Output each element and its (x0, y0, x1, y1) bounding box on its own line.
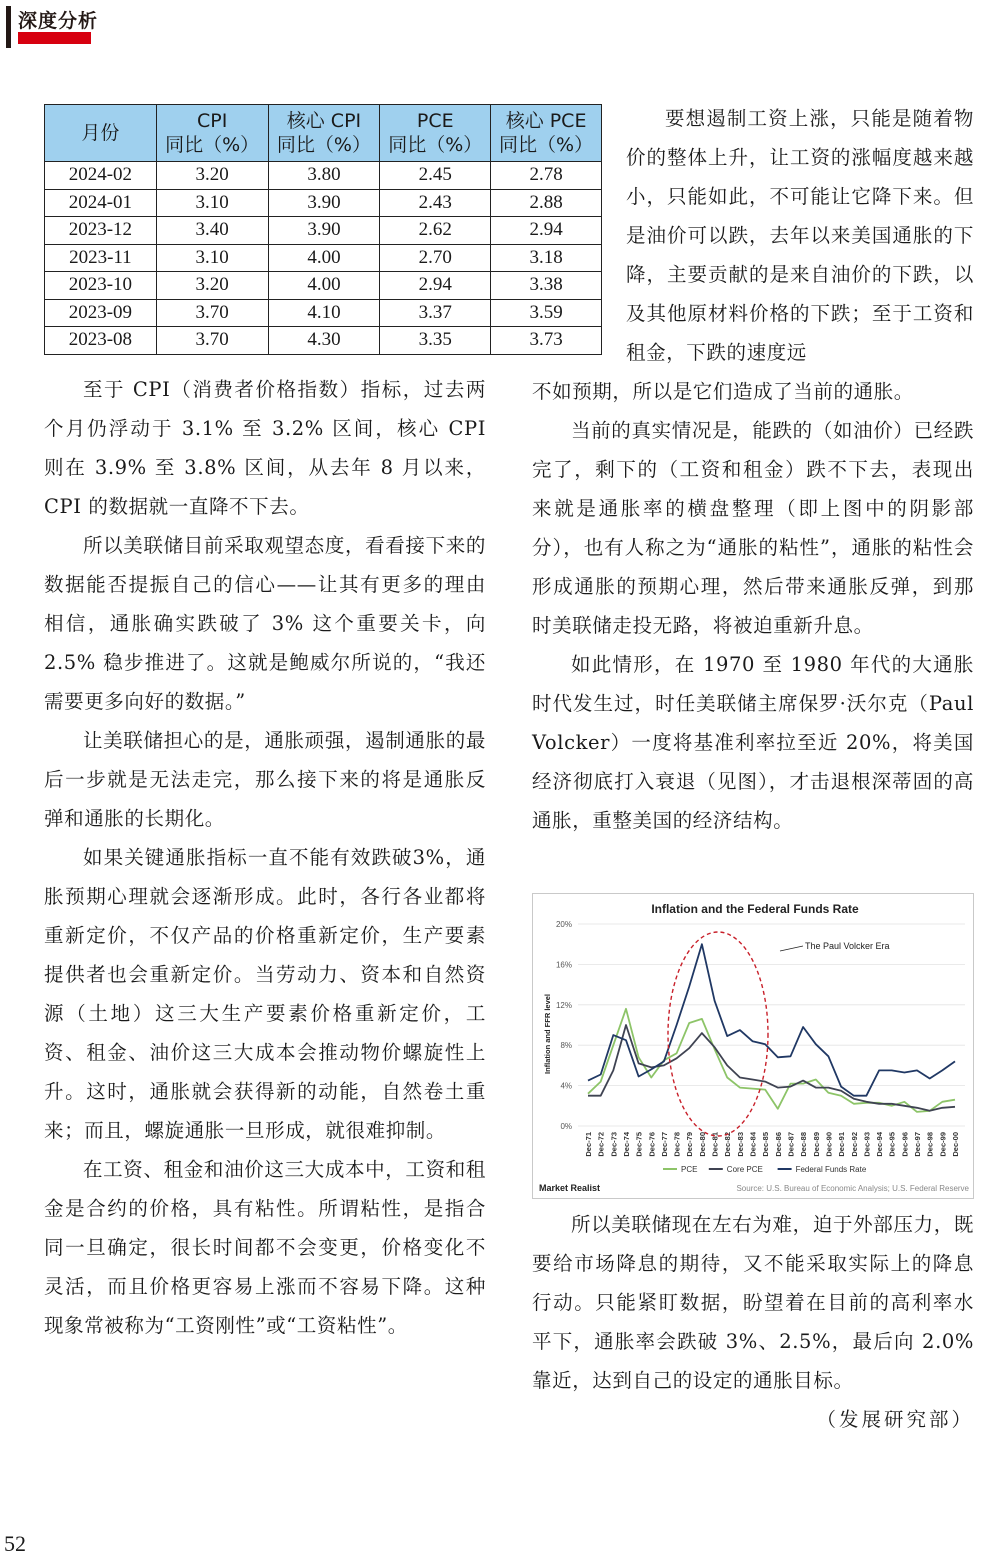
right-column-middle (532, 372, 974, 840)
chart-title: Inflation and the Federal Funds Rate (651, 902, 859, 916)
body-paragraph: 所以美联储现在左右为难，迫于外部压力，既要给市场降息的期待，又不能采取实际上的降息行动。只能紧盯数据，盼望着在目前的高利率水平下，通胀率会跌破 3%、2.5%，最后向 2.0% 靠近，达到自己的设定的通胀目标。 (532, 1213, 974, 1392)
body-paragraph: 当前的真实情况是，能跌的（如油价）已经跌完了，剩下的（工资和租金）跌不下去，表现出来就是通胀率的横盘整理（即上图中的阴影部分），也有人称之为“通胀的粘性”，通胀的粘性会形成通胀的预期心理，然后带来通胀反弹，到那时美联储走投无路，将被迫重新升息。 (532, 419, 974, 637)
cell-core-cpi: 4.30 (268, 327, 380, 355)
cell-pce: 3.37 (380, 299, 491, 327)
table-header-row (45, 105, 602, 162)
y-tick-label: 0% (560, 1122, 572, 1131)
x-tick-label: Dec-98 (925, 1132, 935, 1157)
cell-cpi: 3.70 (156, 327, 268, 355)
annotation-leader (780, 946, 803, 951)
cell-cpi: 3.20 (156, 272, 268, 300)
legend-label: Core PCE (726, 1165, 763, 1174)
header-core-pce-unit: 同比（%） (499, 134, 594, 156)
x-tick-label: Dec-92 (849, 1132, 859, 1157)
x-tick-label: Dec-00 (951, 1132, 960, 1157)
body-paragraph: 如果关键通胀指标一直不能有效跌破3%，通胀预期心理就会逐渐形成。此时，各行各业都将重新定价，不仅产品的价格重新定价，生产要素提供者也会重新定价。当劳动力、资本和自然资源（土地）这三大生产要素价格重新定价，工资、租金、油价这三大成本会推动物价螺旋性上升。这时，通胀就会获得新的动能，自然卷土重来；而且，螺旋通胀一旦形成，就很难抑制。 (44, 846, 486, 1142)
x-tick-label: Dec-82 (723, 1132, 733, 1157)
header-month-label: 月份 (81, 122, 120, 144)
section-marker-bar (6, 6, 11, 48)
page-number: 52 (4, 1531, 26, 1556)
body-paragraph-continued: 不如预期，所以是它们造成了当前的通胀。 (532, 380, 914, 403)
cell-core-pce: 3.38 (491, 272, 602, 300)
body-paragraph: 至于 CPI（消费者价格指数）指标，过去两个月仍浮动于 3.1% 至 3.2% 区间，核心 CPI 则在 3.9% 至 3.8% 区间，从去年 8 月以来，CPI 的数据就一直降不下去。 (44, 378, 486, 518)
x-tick-label: Dec-93 (862, 1132, 872, 1157)
x-tick-label: Dec-88 (799, 1132, 809, 1157)
chart-brand: Market Realist (539, 1183, 601, 1193)
x-tick-label: Dec-73 (609, 1132, 619, 1157)
cell-core-cpi: 4.00 (268, 244, 380, 272)
x-tick-label: Dec-81 (710, 1132, 720, 1157)
table-row (45, 217, 602, 245)
y-tick-label: 12% (555, 1000, 572, 1010)
header-pce (380, 105, 491, 162)
cell-core-pce: 3.18 (491, 244, 602, 272)
volcker-era-ellipse (668, 932, 768, 1136)
x-tick-label: Dec-78 (672, 1132, 682, 1157)
x-tick-label: Dec-99 (938, 1132, 948, 1157)
header-month (45, 105, 157, 162)
x-tick-label: Dec-72 (596, 1132, 606, 1157)
x-tick-label: Dec-85 (761, 1132, 771, 1157)
cell-cpi: 3.40 (156, 217, 268, 245)
cell-core-pce: 3.73 (491, 327, 602, 355)
x-tick-label: Dec-83 (735, 1132, 745, 1157)
x-tick-label: Dec-90 (824, 1132, 834, 1157)
body-paragraph: 所以美联储目前采取观望态度，看看接下来的数据能否提振自己的信心——让其有更多的理由相信，通胀确实跌破了 3% 这个重要关卡，向 2.5% 稳步推进了。这就是鲍威尔所说的，“我还需要更多向好的数据。” (44, 534, 486, 713)
cell-pce: 2.62 (380, 217, 491, 245)
x-tick-label: Dec-71 (584, 1132, 593, 1157)
section-title: 深度分析 (18, 10, 99, 32)
cell-month: 2023-11 (45, 244, 157, 272)
header-core-cpi-unit: 同比（%） (276, 134, 371, 156)
y-tick-label: 4% (560, 1081, 572, 1091)
cell-core-pce: 2.78 (491, 162, 602, 190)
section-accent-bar (18, 32, 91, 44)
header-core-cpi-label: 核心 CPI (286, 110, 362, 132)
x-tick-label: Dec-97 (913, 1132, 923, 1157)
chart-source: Source: U.S. Bureau of Economic Analysis; U.S. Federal Reserve (736, 1184, 969, 1193)
body-paragraph: 要想遏制工资上涨，只能是随着物价的整体上升，让工资的涨幅度越来越小，只能如此，不可能让它降下来。但是油价可以跌，去年以来美国通胀的下降，主要贡献的是来自油价的下跌，以及其他原材料价格的下跌；至于工资和租金，下跌的速度远 (626, 107, 974, 364)
cell-core-cpi: 3.90 (268, 217, 380, 245)
y-tick-label: 20% (555, 920, 572, 929)
legend-label: PCE (681, 1165, 698, 1174)
header-pce-unit: 同比（%） (388, 134, 483, 156)
cell-core-pce: 2.94 (491, 217, 602, 245)
header-cpi-unit: 同比（%） (165, 134, 260, 156)
table-row (45, 244, 602, 272)
header-core-pce-label: 核心 PCE (505, 110, 587, 132)
body-paragraph: 在工资、租金和油价这三大成本中，工资和租金是合约的价格，具有粘性。所谓粘性，是指合同一旦确定，很长时间都不会变更，价格变化不灵活，而且价格更容易上涨而不容易下降。这种现象常被称为“工资刚性”或“工资粘性”。 (44, 1158, 486, 1337)
cell-month: 2024-02 (45, 162, 157, 190)
table-row (45, 189, 602, 217)
x-tick-label: Dec-86 (773, 1132, 783, 1157)
x-tick-label: Dec-80 (697, 1132, 707, 1157)
header-cpi-label: CPI (197, 110, 228, 132)
y-tick-label: 8% (560, 1041, 572, 1051)
cell-cpi: 3.20 (156, 162, 268, 190)
cell-core-cpi: 4.00 (268, 272, 380, 300)
series-line-pce (588, 1009, 955, 1112)
cell-pce: 3.35 (380, 327, 491, 355)
cell-cpi: 3.10 (156, 189, 268, 217)
table-row (45, 162, 602, 190)
legend-label: Federal Funds Rate (795, 1165, 867, 1174)
header-cpi (156, 105, 268, 162)
cell-core-cpi: 3.90 (268, 189, 380, 217)
cell-cpi: 3.10 (156, 244, 268, 272)
header-core-pce (491, 105, 602, 162)
table-row (45, 327, 602, 355)
inflation-table (44, 104, 602, 355)
inflation-ffr-chart (532, 893, 974, 1199)
author-signature: （发展研究部） (816, 1408, 974, 1431)
cell-core-pce: 2.88 (491, 189, 602, 217)
cell-core-cpi: 3.80 (268, 162, 380, 190)
chart-y-axis-label: Inflation and FFR level (543, 993, 552, 1075)
table-row (45, 299, 602, 327)
cell-month: 2023-12 (45, 217, 157, 245)
cell-core-pce: 3.59 (491, 299, 602, 327)
x-tick-label: Dec-89 (811, 1132, 821, 1157)
x-tick-label: Dec-77 (659, 1132, 669, 1157)
cell-month: 2023-10 (45, 272, 157, 300)
x-tick-label: Dec-79 (685, 1132, 695, 1157)
cell-pce: 2.43 (380, 189, 491, 217)
right-column-bottom (532, 1205, 974, 1439)
x-tick-label: Dec-91 (837, 1132, 847, 1157)
cell-core-cpi: 4.10 (268, 299, 380, 327)
cell-pce: 2.70 (380, 244, 491, 272)
table-row (45, 272, 602, 300)
x-tick-label: Dec-94 (875, 1132, 885, 1157)
series-line-federal-funds-rate (588, 944, 955, 1095)
header-core-cpi (268, 105, 380, 162)
x-tick-label: Dec-75 (634, 1132, 644, 1157)
x-tick-label: Dec-84 (748, 1132, 758, 1157)
x-tick-label: Dec-74 (621, 1132, 631, 1157)
chart-svg (533, 894, 973, 1198)
y-tick-label: 16% (555, 960, 572, 970)
cell-month: 2023-08 (45, 327, 157, 355)
x-tick-label: Dec-76 (647, 1132, 657, 1157)
header-pce-label: PCE (416, 110, 454, 132)
cell-pce: 2.94 (380, 272, 491, 300)
x-tick-label: Dec-87 (786, 1132, 796, 1157)
body-paragraph: 让美联储担心的是，通胀顽强，遏制通胀的最后一步就是无法走完，那么接下来的将是通胀反弹和通胀的长期化。 (44, 729, 486, 830)
right-column-top (626, 99, 974, 372)
chart-annotation: The Paul Volcker Era (805, 941, 890, 951)
cell-pce: 2.45 (380, 162, 491, 190)
x-tick-label: Dec-96 (900, 1132, 910, 1157)
cell-cpi: 3.70 (156, 299, 268, 327)
cell-month: 2024-01 (45, 189, 157, 217)
x-tick-label: Dec-95 (887, 1132, 897, 1157)
body-paragraph: 如此情形，在 1970 至 1980 年代的大通胀时代发生过，时任美联储主席保罗·沃尔克（Paul Volcker）一度将基准利率拉至近 20%，将美国经济彻底打入衰退（见图），才击退根深蒂固的高通胀，重整美国的经济结构。 (532, 653, 974, 832)
cell-month: 2023-09 (45, 299, 157, 327)
left-column (44, 370, 486, 1345)
